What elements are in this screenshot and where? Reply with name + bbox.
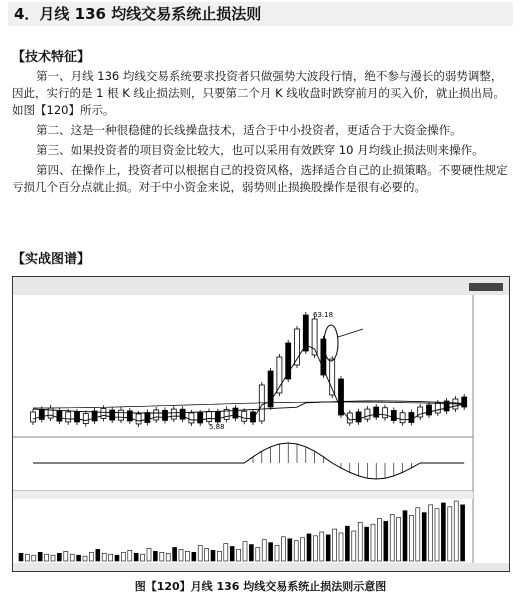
volume-bar <box>320 532 324 561</box>
volume-bar <box>448 507 452 561</box>
candle-body <box>215 412 220 422</box>
volume-bar <box>96 549 100 561</box>
stock-chart <box>13 277 509 571</box>
volume-bar <box>51 555 55 561</box>
volume-bar <box>352 531 356 561</box>
candle-body <box>31 412 36 422</box>
volume-bar <box>134 553 138 561</box>
volume-bar <box>262 540 266 561</box>
moving-averages <box>33 345 464 421</box>
candle-body <box>83 414 88 424</box>
candle-body <box>101 408 106 418</box>
volume-bar <box>70 554 74 561</box>
volume-bar <box>141 554 145 561</box>
chart-window-controls <box>469 283 503 291</box>
volume-bar <box>153 551 157 561</box>
ma-line-mid <box>33 402 464 408</box>
volume-bar <box>422 513 426 561</box>
candle-body <box>75 412 80 422</box>
volume-bar <box>211 550 215 561</box>
volume-bar <box>192 552 196 561</box>
volume-bar <box>333 529 337 561</box>
candle-body <box>66 412 71 422</box>
volume-bar <box>461 505 465 561</box>
volume-bar <box>198 546 202 561</box>
volume-bar <box>38 552 42 561</box>
candle-body <box>57 411 62 421</box>
volume-bar <box>275 546 279 561</box>
tech-paragraph-3: 第三、如果投资者的项目资金比较大，也可以采用有效跌穿 10 月均线止损法则来操作。 <box>36 143 484 157</box>
chart-heading: 【实战图谱】 <box>12 252 91 267</box>
candle-body <box>154 410 159 420</box>
volume-bar <box>294 541 298 561</box>
candle-body <box>136 414 141 424</box>
candle-body <box>180 409 185 419</box>
candle-body <box>171 409 176 419</box>
volume-bar <box>371 524 375 561</box>
candle-body <box>233 408 238 418</box>
volume-bar <box>281 537 285 561</box>
volume-bar <box>237 549 241 561</box>
volume-bar <box>83 556 87 561</box>
section-title: 4．月线 136 均线交易系统止损法则 <box>8 2 513 26</box>
volume-bar <box>249 545 253 561</box>
low-price-label: 5.88 <box>209 423 225 431</box>
volume-bar <box>313 536 317 561</box>
volume-bar <box>243 542 247 561</box>
volume-bar <box>121 552 125 561</box>
volume-bar <box>384 521 388 561</box>
volume-bar <box>224 544 228 561</box>
macd-panel <box>33 443 464 479</box>
volume-bar <box>403 511 407 561</box>
volume-bar <box>435 509 439 561</box>
volume-bar <box>19 553 23 561</box>
high-price-label: 63.18 <box>313 311 334 319</box>
volume-bar <box>102 553 106 561</box>
volume-bar <box>77 555 81 561</box>
volume-bar <box>147 548 151 561</box>
candle-body <box>427 405 432 415</box>
volume-bar <box>454 501 458 561</box>
candle-body <box>409 412 414 422</box>
tech-paragraphs <box>12 68 510 199</box>
volume-bar <box>256 547 260 561</box>
candle-body <box>110 410 115 420</box>
candle-body <box>356 412 361 422</box>
candle-body <box>400 413 405 423</box>
volume-bars <box>19 501 465 561</box>
annotation-line <box>338 329 363 337</box>
volume-bar <box>288 539 292 561</box>
candle-body <box>435 403 440 413</box>
volume-bar <box>269 543 273 561</box>
tech-heading: 【技术特征】 <box>12 50 91 65</box>
volume-bar <box>179 549 183 561</box>
candle-body <box>462 397 467 407</box>
volume-bar <box>416 508 420 561</box>
stock-chart-figure <box>12 276 510 572</box>
volume-header <box>13 491 473 499</box>
volume-bar <box>397 517 401 561</box>
volume-bar <box>166 553 170 561</box>
volume-bar <box>32 555 36 561</box>
candle-body <box>383 408 388 418</box>
volume-bar <box>230 546 234 561</box>
volume-bar <box>115 555 119 561</box>
volume-bar <box>365 527 369 561</box>
volume-bar <box>358 522 362 561</box>
volume-bar <box>429 505 433 561</box>
volume-bar <box>377 518 381 561</box>
volume-bar <box>390 515 394 561</box>
candle-body <box>207 412 212 422</box>
volume-bar <box>345 526 349 561</box>
tech-paragraph-4: 第四、在操作上，投资者可以根据自己的投资风格，选择适合自己的止损策略。不要硬性规定亏损几个百分点就止损。对于中小资金来说，弱势则止损换股操作是很有必要的。 <box>12 163 508 194</box>
volume-bar <box>64 551 68 561</box>
volume-bar <box>109 554 113 561</box>
chart-footer <box>13 563 509 571</box>
tech-paragraph-2: 第二、这是一种很稳健的长线操盘技术，适合于中小投资者，更适合于大资金操作。 <box>36 123 462 137</box>
volume-bar <box>89 552 93 561</box>
candle-body <box>242 411 247 421</box>
volume-bar <box>173 547 177 561</box>
volume-bar <box>160 552 164 561</box>
volume-bar <box>409 516 413 561</box>
volume-bar <box>301 538 305 561</box>
volume-bar <box>307 534 311 561</box>
candle-body <box>145 413 150 423</box>
volume-bar <box>205 548 209 561</box>
candle-body <box>391 410 396 420</box>
volume-bar <box>45 554 49 561</box>
volume-bar <box>128 550 132 561</box>
figure-caption: 图【120】月线 136 均线交易系统止损法则示意图 <box>134 580 387 593</box>
tech-paragraph-1: 第一、月线 136 均线交易系统要求投资者只做强势大波段行情，绝不参与漫长的弱势调整，因此，实行的是 1 根 K 线止损法则，只要第二个月 K 线收盘时跌穿前月的买入价，就止损出局。如图【120】所示。 <box>12 69 505 117</box>
candle-body <box>374 407 379 417</box>
volume-bar <box>326 535 330 561</box>
chart-toolbar <box>13 277 509 295</box>
candle-body <box>198 413 203 423</box>
candle-body <box>119 410 124 420</box>
volume-bar <box>339 533 343 561</box>
volume-bar <box>217 551 221 561</box>
volume-bar <box>441 503 445 561</box>
candle-body <box>189 413 194 423</box>
candle-body <box>39 409 44 419</box>
candle-body <box>163 410 168 420</box>
macd-line <box>33 443 464 479</box>
volume-bar <box>185 551 189 561</box>
volume-bar <box>57 553 61 561</box>
candle-body <box>365 409 370 419</box>
volume-bar <box>25 554 29 561</box>
